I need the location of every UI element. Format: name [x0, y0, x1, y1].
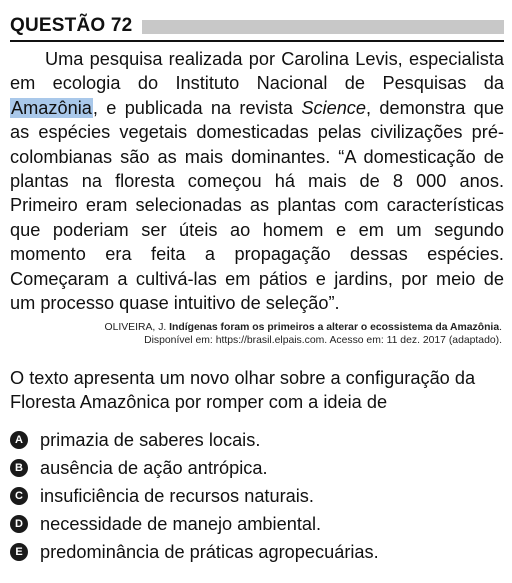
passage-part-2: , e publicada na revista — [92, 97, 302, 118]
citation-line-1 — [10, 321, 502, 334]
option-b-text: ausência de ação antrópica. — [40, 457, 268, 478]
citation-author: OLIVEIRA, J. — [104, 322, 170, 334]
question-header — [10, 12, 504, 42]
citation-title-end: . — [499, 322, 502, 334]
option-a-text: primazia de saberes locais. — [40, 429, 261, 450]
citation-availability: Disponível em: https://brasil.elpais.com. Acesso em: 11 dez. 2017 (adaptado). — [144, 335, 502, 347]
option-b[interactable] — [10, 454, 504, 482]
option-a-letter-icon: A — [10, 431, 28, 449]
option-a[interactable] — [10, 426, 504, 454]
option-e-text: predominância de práticas agropecuárias. — [40, 541, 379, 562]
option-b-letter-icon: B — [10, 459, 28, 477]
option-e[interactable] — [10, 538, 504, 566]
option-d-letter-icon: D — [10, 515, 28, 533]
source-citation — [10, 321, 504, 347]
passage-part-3: , demonstra que as espécies vegetais domesticadas pelas civilizações pré-colombianas são as mais dominantes. “A domesticação de plantas na floresta começou há mais de 8 000 anos. Primeiro eram selecionadas as plantas com características que poderiam ser úteis ao homem e em um segundo momento era feita a propagação dessas espécies. Começaram a cultivá-las em pátios e jardins, por meio de um processo quase intuitivo de seleção”. — [10, 97, 504, 314]
citation-title: Indígenas foram os primeiros a alterar o ecossistema da Amazônia — [169, 322, 500, 334]
answer-options — [10, 426, 504, 566]
question-stem: O texto apresenta um novo olhar sobre a configuração da Floresta Amazônica por romper com a ideia de — [10, 368, 476, 413]
header-bar — [142, 20, 504, 34]
option-c[interactable] — [10, 482, 504, 510]
highlighted-word[interactable]: Amazônia — [11, 97, 92, 118]
option-e-letter-icon: E — [10, 543, 28, 561]
option-d-text: necessidade de manejo ambiental. — [40, 513, 322, 534]
option-c-text: insuficiência de recursos naturais. — [40, 485, 314, 506]
passage-part-1: Uma pesquisa realizada por Carolina Levis, especialista em ecologia do Instituto Nacional de Pesquisas da — [10, 49, 504, 94]
passage-text — [10, 47, 504, 315]
option-c-letter-icon: C — [10, 487, 28, 505]
option-d[interactable] — [10, 510, 504, 538]
journal-name: Science — [301, 97, 367, 118]
question-title: QUESTÃO 72 — [10, 15, 133, 36]
